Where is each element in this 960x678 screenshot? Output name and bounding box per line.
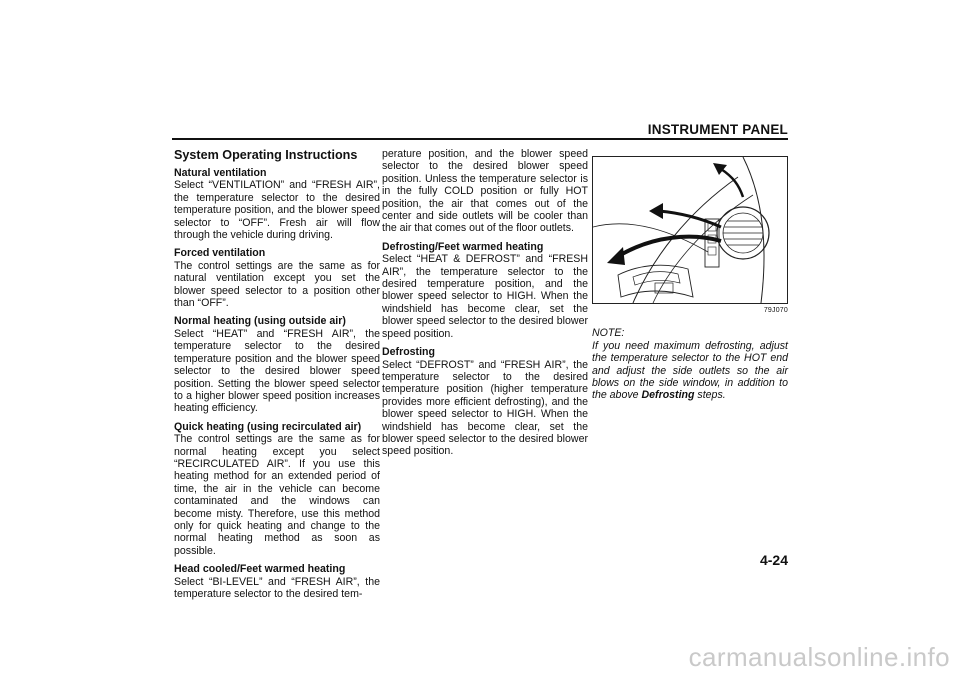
paragraph-defrosting bbox=[382, 346, 588, 458]
paragraph-natural-ventilation bbox=[174, 167, 380, 241]
body-text: Select “BI-LEVEL” and “FRESH AIR”, the temperature selector to the desired tem- bbox=[174, 575, 380, 600]
watermark: carmanualsonline.info bbox=[688, 642, 950, 672]
body-text: Select “DEFROST” and “FRESH AIR”, the temperature selector to the desired temperature position (higher temperature provides more efficient defrosting), and the blower speed selector to HIGH. When the windshield has become clear, set the blower speed selector to the desired blower speed position. bbox=[382, 358, 588, 458]
subheading: Head cooled/Feet warmed heating bbox=[174, 563, 346, 576]
subheading: Quick heating (using recirculated air) bbox=[174, 420, 362, 433]
subheading: Defrosting bbox=[382, 346, 435, 359]
column-3 bbox=[592, 148, 788, 402]
paragraph-quick-heating bbox=[174, 421, 380, 557]
subheading: Forced ventilation bbox=[174, 247, 266, 260]
section-title: System Operating Instructions bbox=[174, 148, 358, 162]
note-text bbox=[592, 340, 788, 402]
header-title: INSTRUMENT PANEL bbox=[647, 122, 788, 137]
column-1 bbox=[174, 148, 380, 606]
subheading: Defrosting/Feet warmed heating bbox=[382, 240, 544, 253]
body-text: Select “HEAT” and “FRESH AIR”, the temperature selector to the desired temperature position and the blower speed selector to the desired blower speed position. Setting the blower speed selector to a higher blower speed position increases heating efficiency. bbox=[174, 327, 380, 415]
subheading: Natural ventilation bbox=[174, 167, 267, 179]
page-number: 4-24 bbox=[759, 552, 788, 568]
column-2 bbox=[382, 148, 588, 464]
paragraph-defrosting-feet bbox=[382, 241, 588, 340]
figure-code: 79J070 bbox=[763, 307, 788, 314]
side-outlet-illustration bbox=[593, 157, 787, 303]
note-bold-term: Defrosting bbox=[641, 389, 695, 402]
body-text: Select “HEAT & DEFROST” and “FRESH AIR”, the temperature selector to the desired temperature position, and the blower speed selector to HIGH. When the windshield has become clear, set the blower speed selector to the desired blower speed position. bbox=[382, 253, 588, 340]
header-rule bbox=[172, 138, 788, 140]
body-text: Select “VENTILATION” and “FRESH AIR”, the temperature selector to the desired temperature position, and the blower speed selector to “OFF”. Fresh air will flow through the vehicle during driving. bbox=[174, 179, 380, 242]
figure-side-outlet bbox=[592, 156, 788, 304]
note-label: NOTE: bbox=[592, 327, 625, 340]
paragraph-head-cooled bbox=[174, 563, 380, 600]
note-tail: steps. bbox=[697, 389, 726, 402]
note-body: If you need maximum defrosting, adjust the temperature selector to the HOT end and adjust the side outlets so the air blows on the side window, in addition to the above bbox=[592, 339, 788, 402]
body-text: The control settings are the same as for normal heating except you select “RECIRCULATED AIR”. If you use this heating method for an extended period of time, the air in the vehicle can become contaminated and the windows can become misty. Therefore, use this method only for quick heating and change to the normal heating method as soon as possible. bbox=[174, 433, 380, 557]
paragraph-forced-ventilation bbox=[174, 247, 380, 309]
subheading: Normal heating (using outside air) bbox=[174, 315, 346, 328]
body-text: The control settings are the same as for natural ventilation except you set the blower speed selector to a position other than “OFF”. bbox=[174, 259, 380, 310]
body-text: perature position, and the blower speed selector to the desired blower speed position. Unless the temperature selector is in the fully COLD position or fully HOT position, the air that comes out of the center and side outlets will be cooler than the air that comes out of the floor outlets. bbox=[382, 148, 588, 235]
paragraph-continuation bbox=[382, 148, 588, 235]
paragraph-normal-heating bbox=[174, 315, 380, 414]
